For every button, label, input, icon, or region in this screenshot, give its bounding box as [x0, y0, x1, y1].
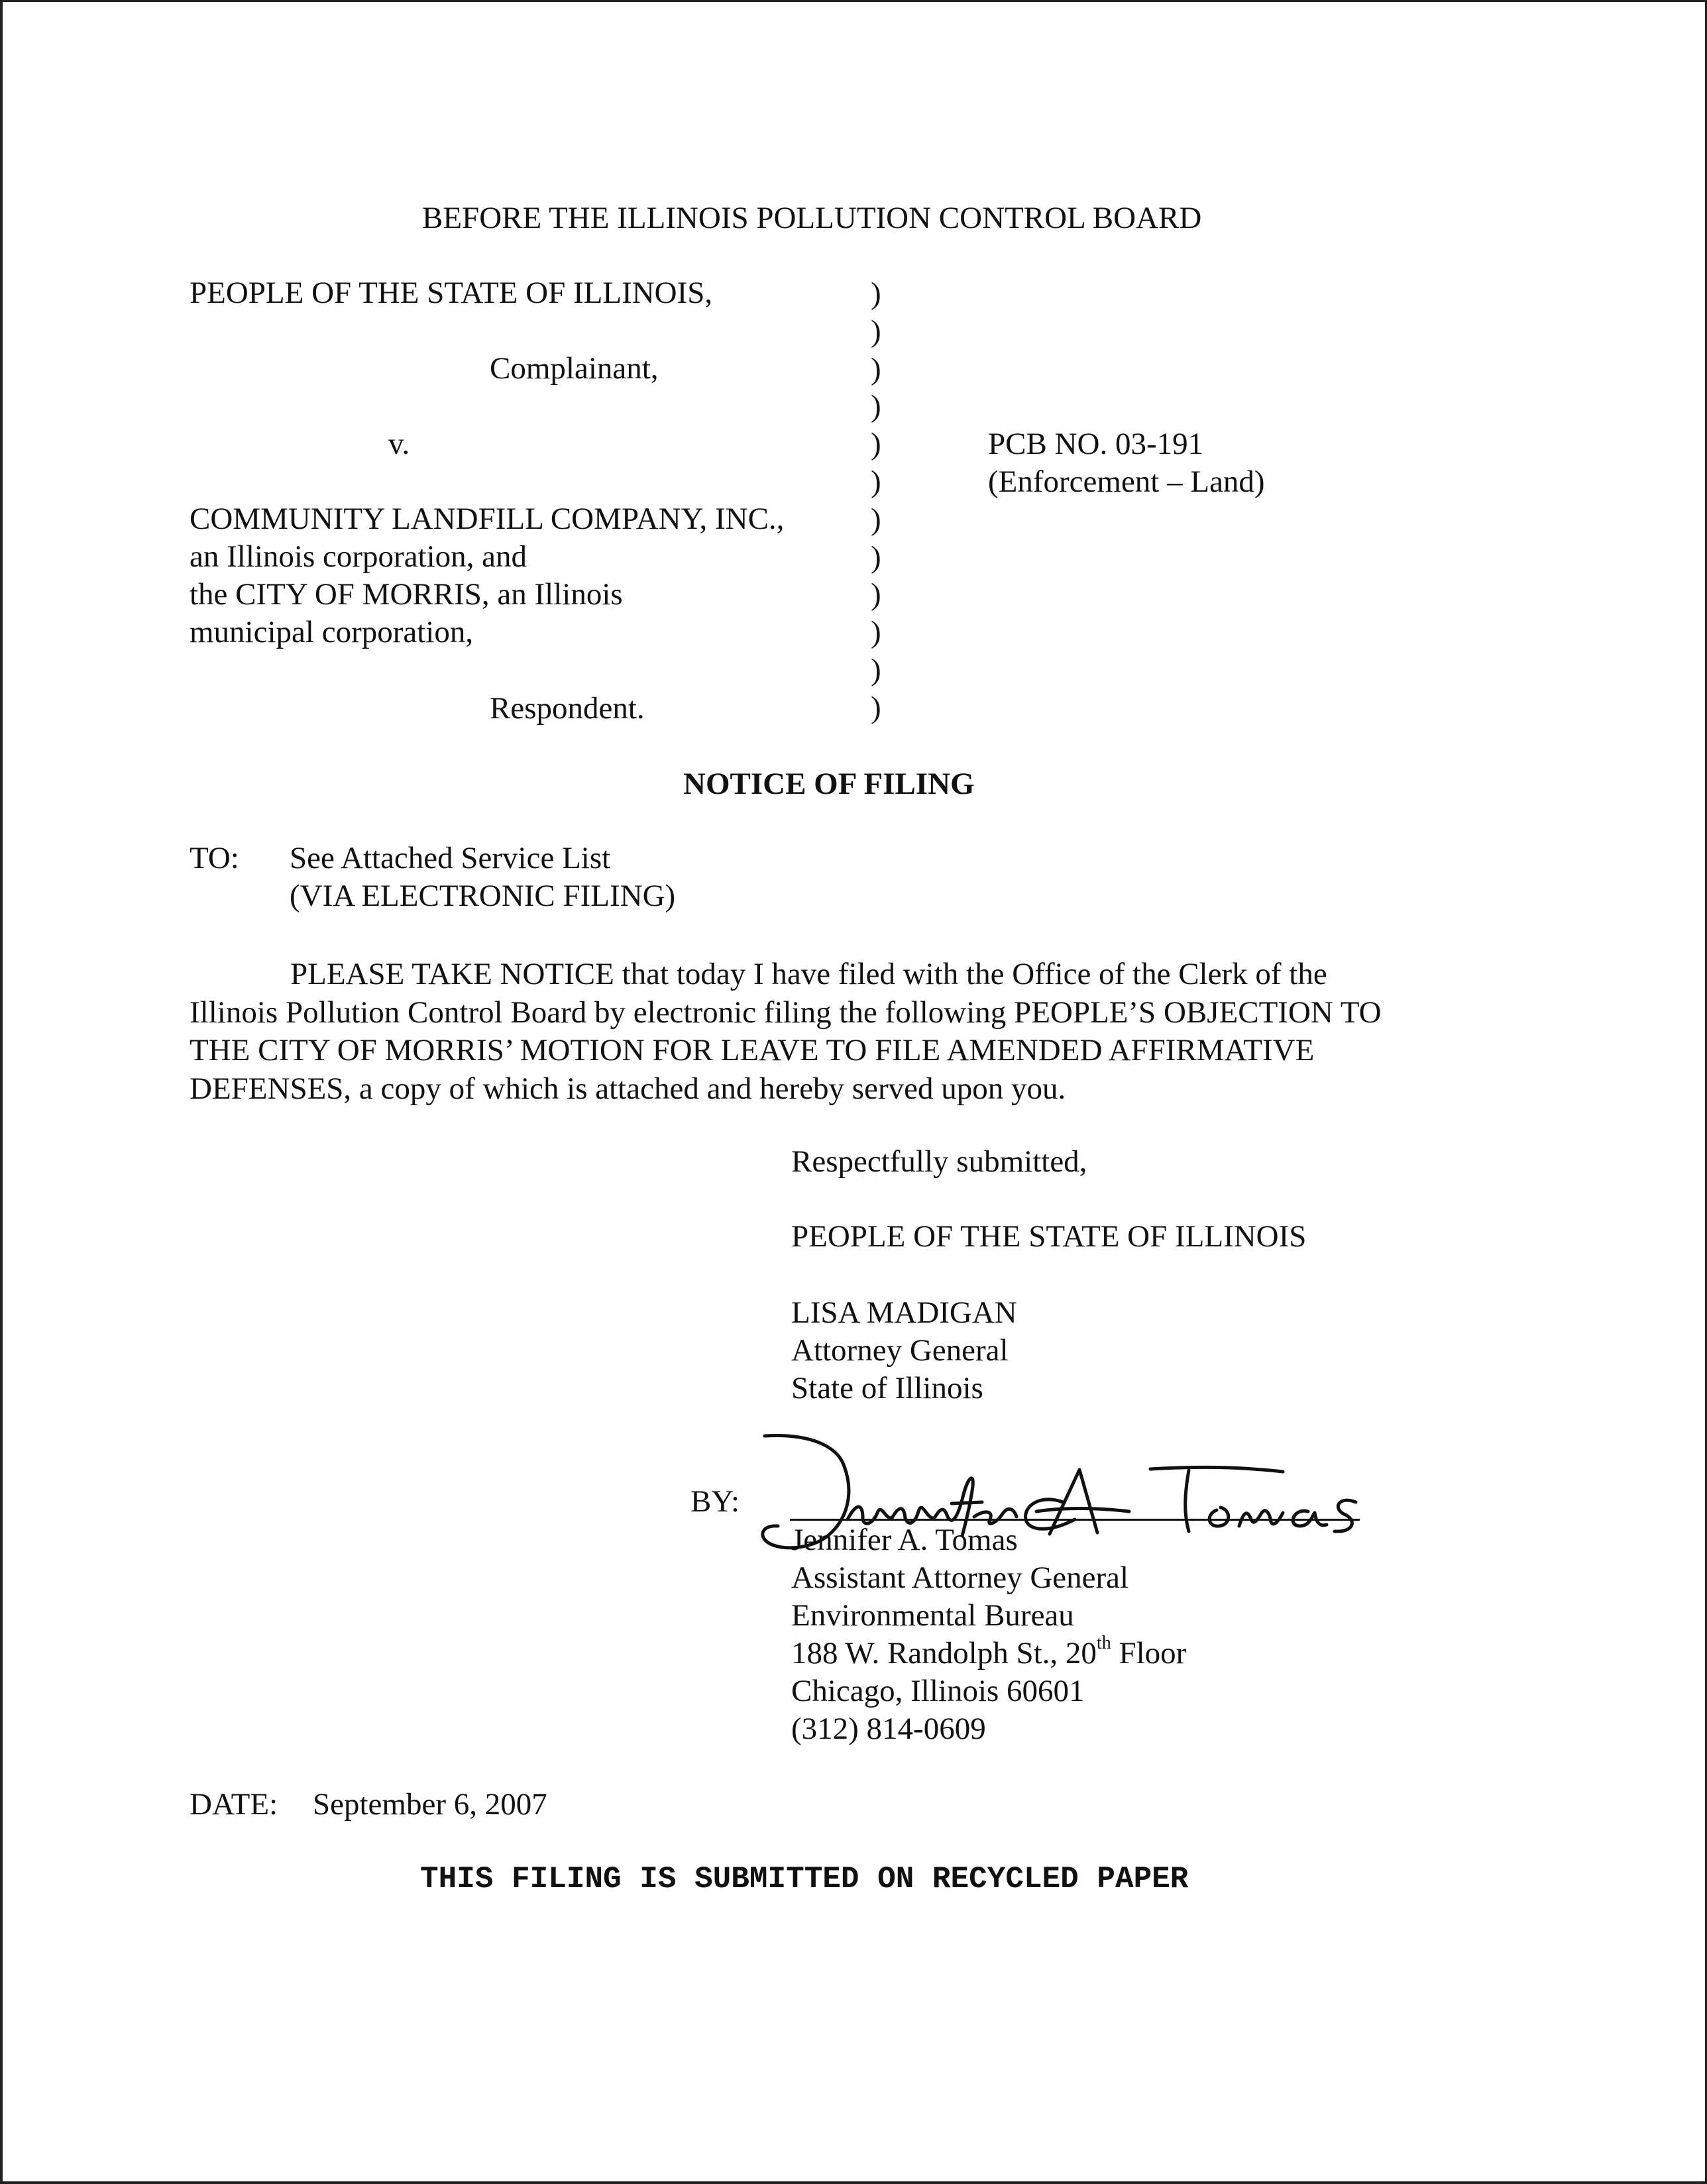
- notice-title: NOTICE OF FILING: [683, 767, 975, 801]
- to-label: TO:: [190, 841, 239, 875]
- notice-body: [190, 956, 1515, 1108]
- closing: Respectfully submitted,: [791, 1144, 1087, 1179]
- caption-paren: ): [871, 276, 881, 311]
- signer-title: Assistant Attorney General: [791, 1560, 1129, 1595]
- case-number: PCB NO. 03-191: [988, 427, 1204, 461]
- notice-body-line: PLEASE TAKE NOTICE that today I have filed with the Office of the Clerk of the: [290, 957, 1327, 991]
- page-title: BEFORE THE ILLINOIS POLLUTION CONTROL BOARD: [422, 201, 1202, 235]
- caption-paren: ): [871, 351, 881, 386]
- respondent-role: Respondent.: [490, 691, 645, 726]
- versus-label: v.: [388, 427, 410, 461]
- caption-paren: ): [871, 539, 881, 574]
- date-value: September 6, 2007: [313, 1787, 547, 1822]
- party-name: PEOPLE OF THE STATE OF ILLINOIS: [791, 1219, 1307, 1254]
- complainant-role: Complainant,: [490, 351, 659, 386]
- caption-paren: ): [871, 652, 881, 687]
- address-street-prefix: 188 W. Randolph St., 20: [791, 1636, 1097, 1670]
- ag-name: LISA MADIGAN: [791, 1295, 1017, 1330]
- to-line-1: See Attached Service List: [290, 841, 611, 875]
- notice-body-line: Illinois Pollution Control Board by electronic filing the following PEOPLE’S OBJECTION TO: [190, 995, 1382, 1030]
- respondent-line-1: COMMUNITY LANDFILL COMPANY, INC.,: [190, 502, 785, 536]
- address-city: Chicago, Illinois 60601: [791, 1674, 1085, 1708]
- address-street-suffix: Floor: [1111, 1636, 1187, 1670]
- caption-paren: ): [871, 502, 881, 537]
- respondent-line-3: the CITY OF MORRIS, an Illinois: [190, 577, 623, 612]
- notice-body-line: THE CITY OF MORRIS’ MOTION FOR LEAVE TO FILE AMENDED AFFIRMATIVE: [190, 1033, 1315, 1067]
- caption-paren: ): [871, 389, 881, 424]
- by-label: BY:: [690, 1484, 740, 1519]
- date-label: DATE:: [190, 1787, 278, 1822]
- respondent-line-4: municipal corporation,: [190, 615, 474, 649]
- caption-paren: ): [871, 615, 881, 650]
- caption-paren: ): [871, 427, 881, 462]
- address-street-sup: th: [1096, 1633, 1111, 1653]
- phone: (312) 814-0609: [791, 1712, 986, 1746]
- ag-title: Attorney General: [791, 1333, 1009, 1368]
- ag-state: State of Illinois: [791, 1371, 983, 1405]
- caption-paren: ): [871, 577, 881, 612]
- recycled-notice: THIS FILING IS SUBMITTED ON RECYCLED PAPER: [420, 1862, 1189, 1896]
- caption-paren: ): [871, 464, 881, 499]
- address-street: [791, 1633, 1187, 1670]
- bureau: Environmental Bureau: [791, 1598, 1074, 1633]
- caption-paren-column: [871, 275, 897, 727]
- caption-paren: ): [871, 690, 881, 725]
- complainant-name: PEOPLE OF THE STATE OF ILLINOIS,: [190, 276, 713, 310]
- signer-name: Jennifer A. Tomas: [791, 1523, 1018, 1557]
- respondent-line-2: an Illinois corporation, and: [190, 539, 527, 574]
- to-line-2: (VIA ELECTRONIC FILING): [290, 879, 676, 913]
- case-type: (Enforcement – Land): [988, 464, 1265, 499]
- caption-paren: ): [871, 313, 881, 349]
- notice-body-line: DEFENSES, a copy of which is attached and hereby served upon you.: [190, 1071, 1066, 1106]
